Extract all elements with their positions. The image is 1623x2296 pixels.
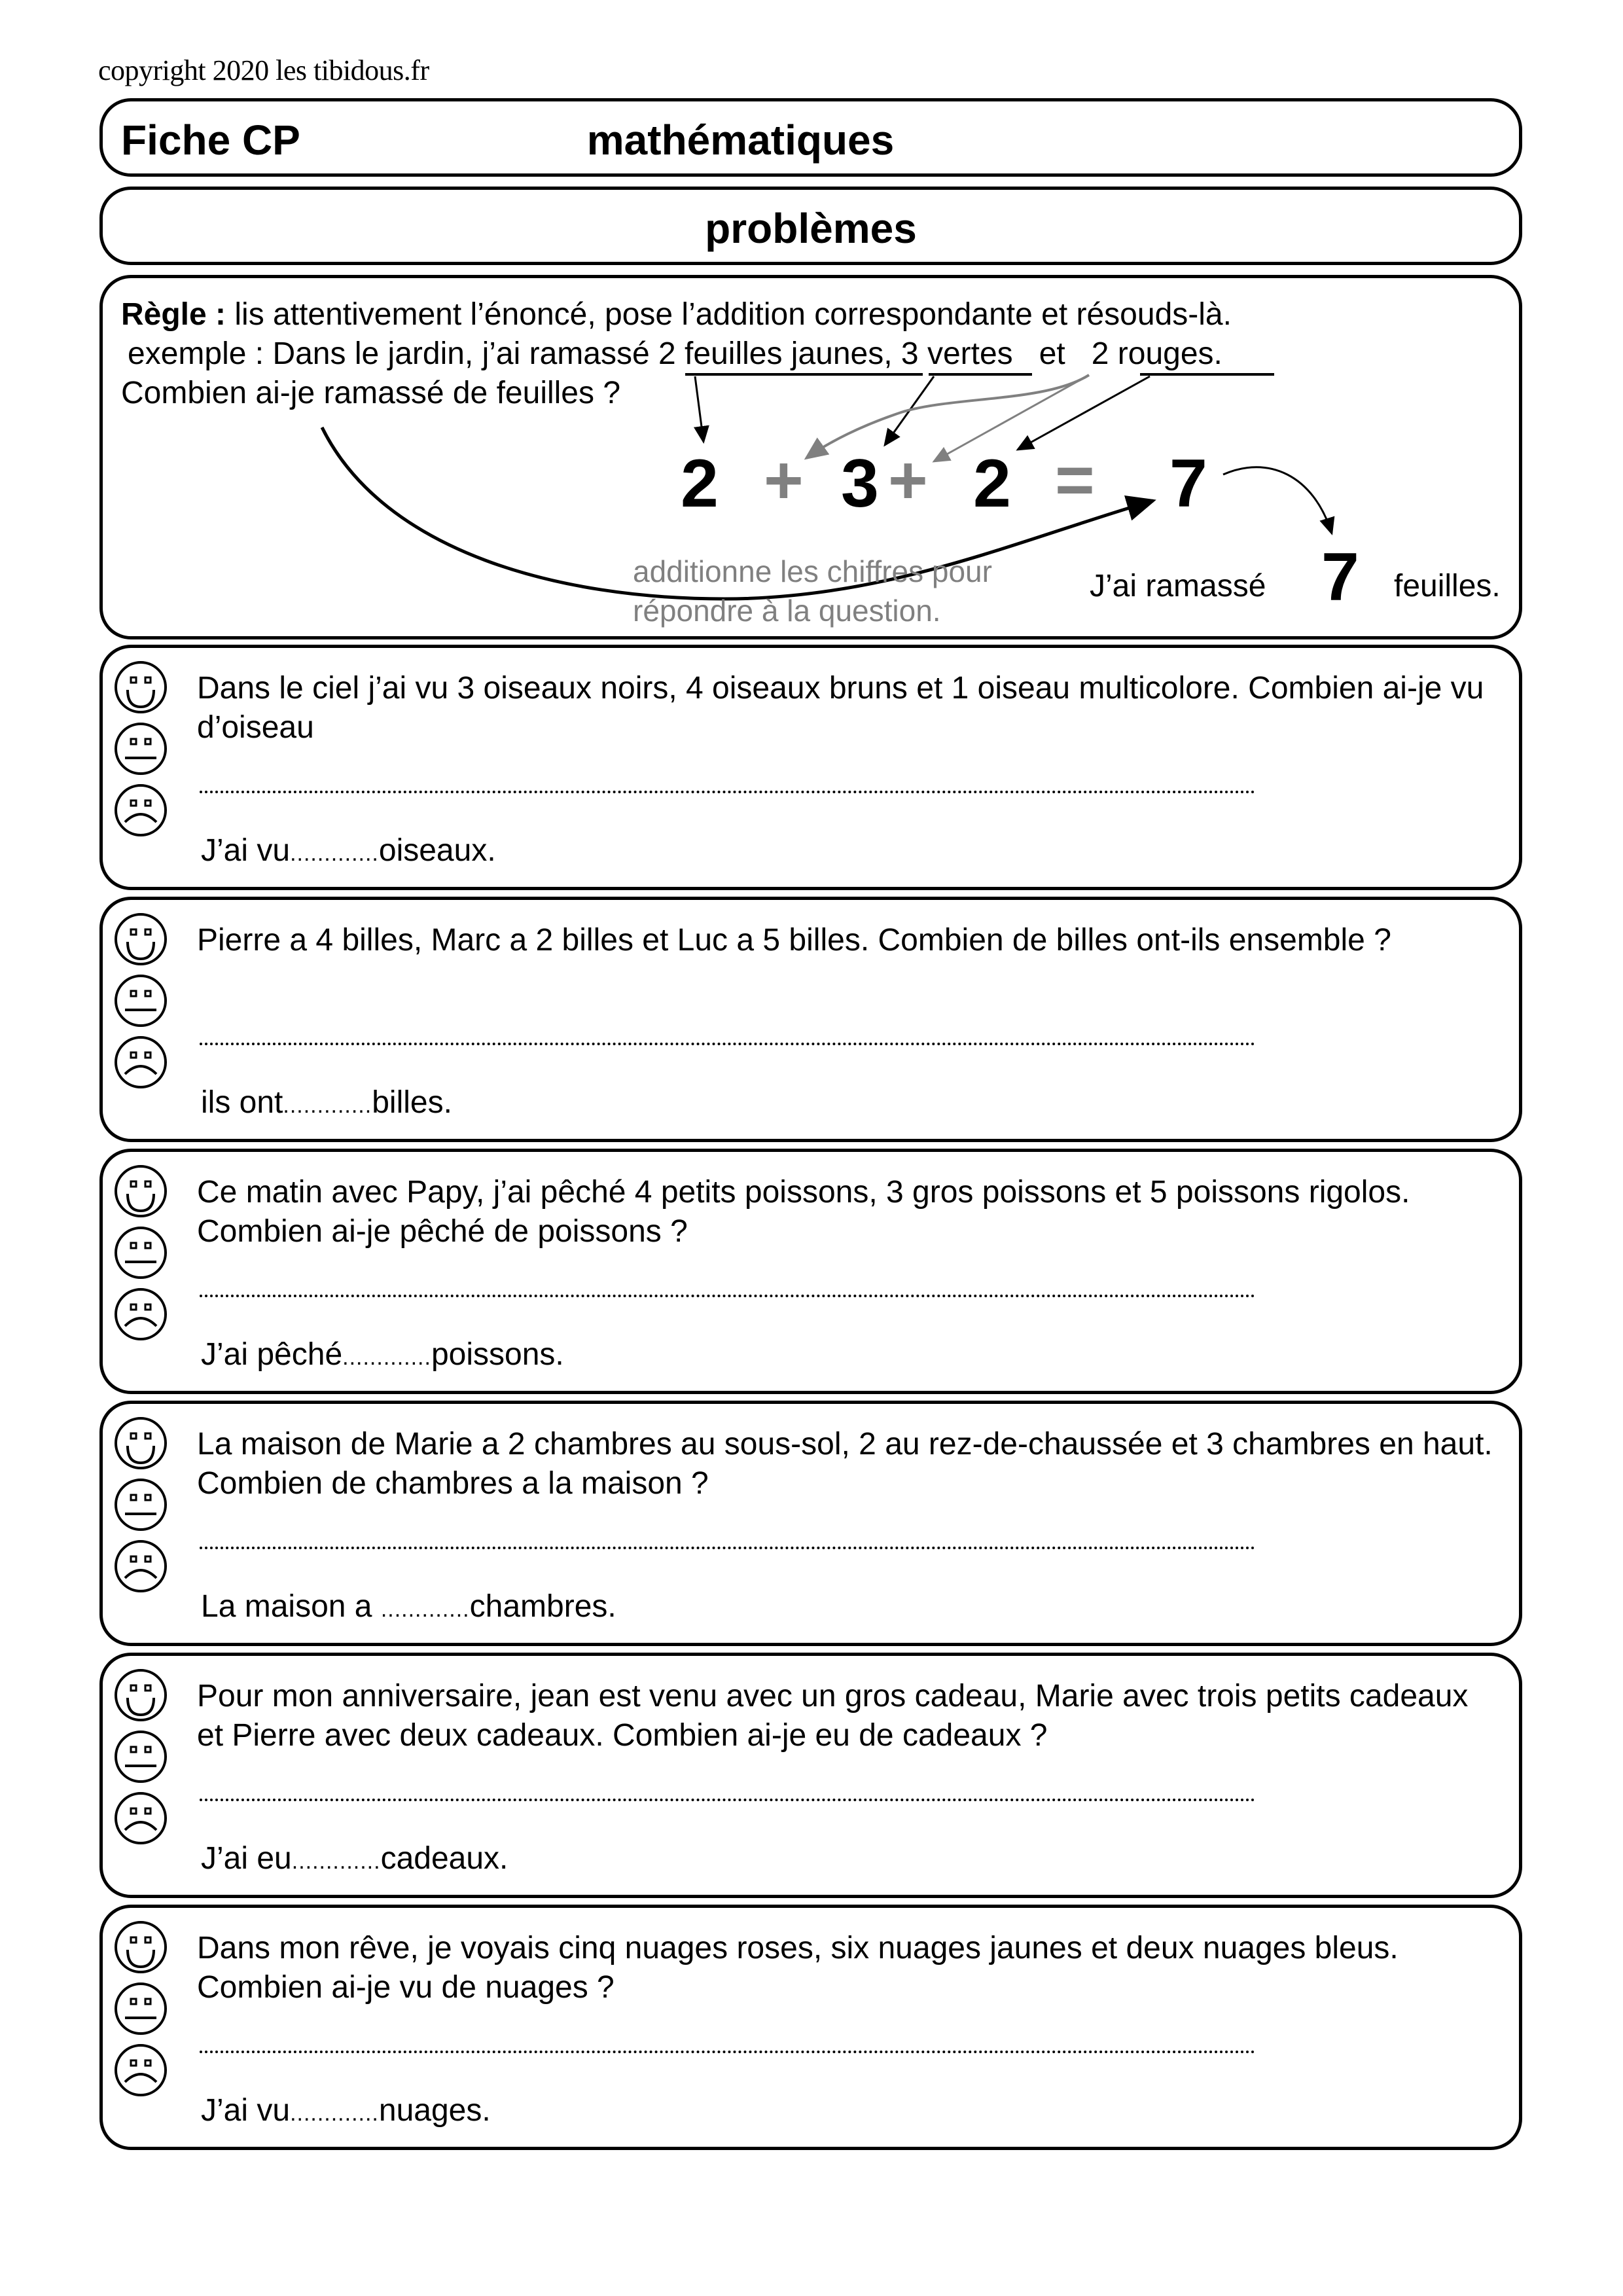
answer-sentence: [201, 2092, 491, 2128]
equation-term-2: 3: [841, 446, 879, 522]
self-assessment: [113, 1668, 169, 1852]
calculation-line[interactable]: [200, 1793, 1255, 1801]
smiley-sad-icon[interactable]: [113, 1791, 168, 1846]
problem-statement: La maison de Marie a 2 chambres au sous-sol, 2 au rez-de-chaussée et 3 chambres en haut. Combien de chambres a la maison ?: [197, 1427, 1493, 1501]
problem-card-4: [99, 1401, 1522, 1646]
topic-title: problèmes: [705, 205, 917, 252]
problem-statement: Pour mon anniversaire, jean est venu avec un gros cadeau, Marie avec trois petits cadeaux et Pierre avec deux cadeaux. Combien ai-je eu de cadeaux ?: [197, 1679, 1469, 1753]
rule-label: Règle :: [121, 297, 226, 332]
answer-suffix: cadeaux.: [380, 1841, 508, 1876]
equation-term-1: 2: [681, 446, 719, 522]
grade-level: Fiche CP: [121, 117, 300, 164]
rule-box: [99, 275, 1522, 639]
answer-blank[interactable]: .............: [283, 1093, 372, 1118]
example-question: Combien ai-je ramassé de feuilles ?: [121, 376, 621, 410]
smiley-sad-icon[interactable]: [113, 783, 168, 838]
example-answer-suffix: feuilles.: [1394, 569, 1501, 603]
copyright-notice: copyright 2020 les tibidous.fr: [98, 54, 429, 86]
self-assessment: [113, 1416, 169, 1600]
smiley-neutral-icon[interactable]: [113, 1729, 168, 1784]
hint-line-2: répondre à la question.: [633, 594, 941, 628]
smiley-happy-icon[interactable]: [113, 1668, 168, 1723]
self-assessment: [113, 1164, 169, 1348]
calculation-line[interactable]: [200, 1289, 1255, 1297]
answer-prefix: J’ai pêché: [201, 1337, 343, 1372]
hint-line-1: additionne les chiffres pour: [633, 554, 992, 588]
problem-statement: Dans mon rêve, je voyais cinq nuages roses, six nuages jaunes et deux nuages bleus. Combien ai-je vu de nuages ?: [197, 1931, 1399, 2005]
answer-sentence: [201, 833, 496, 869]
problem-card-2: [99, 897, 1522, 1142]
problem-statement: Ce matin avec Papy, j’ai pêché 4 petits poissons, 3 gros poissons et 5 poissons rigolos. Combien ai-je pêché de poissons ?: [197, 1175, 1410, 1249]
answer-suffix: billes.: [372, 1085, 452, 1120]
answer-suffix: oiseaux.: [378, 833, 496, 868]
self-assessment: [113, 912, 169, 1096]
answer-blank[interactable]: .............: [290, 2101, 379, 2126]
equation-term-3: 2: [973, 446, 1011, 522]
answer-sentence: [201, 1588, 616, 1624]
calculation-line[interactable]: [200, 785, 1255, 793]
example-prefix: exemple : Dans le jardin, j’ai ramassé: [128, 336, 659, 371]
answer-sentence: [201, 1085, 452, 1121]
example-part-green: 3 vertes: [901, 336, 1013, 371]
equation-equals: =: [1055, 442, 1095, 518]
answer-suffix: nuages.: [378, 2093, 491, 2128]
answer-prefix: J’ai eu: [201, 1841, 292, 1876]
equation-plus-1: +: [764, 442, 804, 518]
smiley-happy-icon[interactable]: [113, 1920, 168, 1975]
smiley-sad-icon[interactable]: [113, 2043, 168, 2098]
example-answer-prefix: J’ai ramassé: [1090, 569, 1266, 603]
problem-card-1: [99, 645, 1522, 890]
self-assessment: [113, 660, 169, 844]
answer-sentence: [201, 1336, 564, 1372]
answer-blank[interactable]: .............: [342, 1345, 431, 1370]
topic-header: [99, 187, 1522, 265]
smiley-happy-icon[interactable]: [113, 660, 168, 715]
problem-card-6: [99, 1905, 1522, 2150]
problem-card-5: [99, 1653, 1522, 1898]
answer-prefix: J’ai vu: [201, 833, 291, 868]
calculation-line[interactable]: [200, 1037, 1255, 1045]
rule-instruction: [121, 296, 1232, 332]
example-and: et: [1039, 336, 1065, 371]
smiley-happy-icon[interactable]: [113, 912, 168, 967]
self-assessment: [113, 1920, 169, 2104]
answer-suffix: poissons.: [431, 1337, 564, 1372]
answer-blank[interactable]: .............: [291, 1849, 381, 1874]
answer-sentence: [201, 1840, 508, 1876]
problem-statement: Dans le ciel j’ai vu 3 oiseaux noirs, 4 oiseaux bruns et 1 oiseau multicolore. Combien ai-je vu d’oiseau: [197, 671, 1484, 745]
subject-title: mathématiques: [586, 117, 895, 164]
calculation-line[interactable]: [200, 2045, 1255, 2053]
equation-plus-2: +: [888, 442, 928, 518]
example-answer-value: 7: [1321, 539, 1359, 615]
smiley-happy-icon[interactable]: [113, 1164, 168, 1219]
problem-card-3: [99, 1149, 1522, 1394]
smiley-neutral-icon[interactable]: [113, 1981, 168, 2036]
answer-suffix: chambres.: [469, 1589, 616, 1624]
worksheet-header: [99, 98, 1522, 177]
rule-text: lis attentivement l’énoncé, pose l’addition correspondante et résouds-là.: [226, 297, 1232, 332]
smiley-happy-icon[interactable]: [113, 1416, 168, 1471]
example-statement: [128, 336, 1222, 372]
smiley-sad-icon[interactable]: [113, 1287, 168, 1342]
smiley-neutral-icon[interactable]: [113, 973, 168, 1028]
smiley-neutral-icon[interactable]: [113, 1477, 168, 1532]
hint-text: [633, 552, 992, 630]
smiley-sad-icon[interactable]: [113, 1035, 168, 1090]
example-part-red: 2 rouges.: [1091, 336, 1222, 371]
answer-prefix: ils ont: [201, 1085, 283, 1120]
equation-result: 7: [1169, 446, 1207, 522]
answer-prefix: La maison a: [201, 1589, 381, 1624]
answer-prefix: J’ai vu: [201, 2093, 291, 2128]
answer-blank[interactable]: .............: [290, 841, 379, 866]
problem-statement: Pierre a 4 billes, Marc a 2 billes et Luc a 5 billes. Combien de billes ont-ils ensemble ?: [197, 923, 1391, 958]
example-part-yellow: 2 feuilles jaunes,: [658, 336, 893, 371]
answer-blank[interactable]: .............: [380, 1597, 470, 1622]
smiley-neutral-icon[interactable]: [113, 721, 168, 776]
calculation-line[interactable]: [200, 1541, 1255, 1549]
smiley-neutral-icon[interactable]: [113, 1225, 168, 1280]
smiley-sad-icon[interactable]: [113, 1539, 168, 1594]
